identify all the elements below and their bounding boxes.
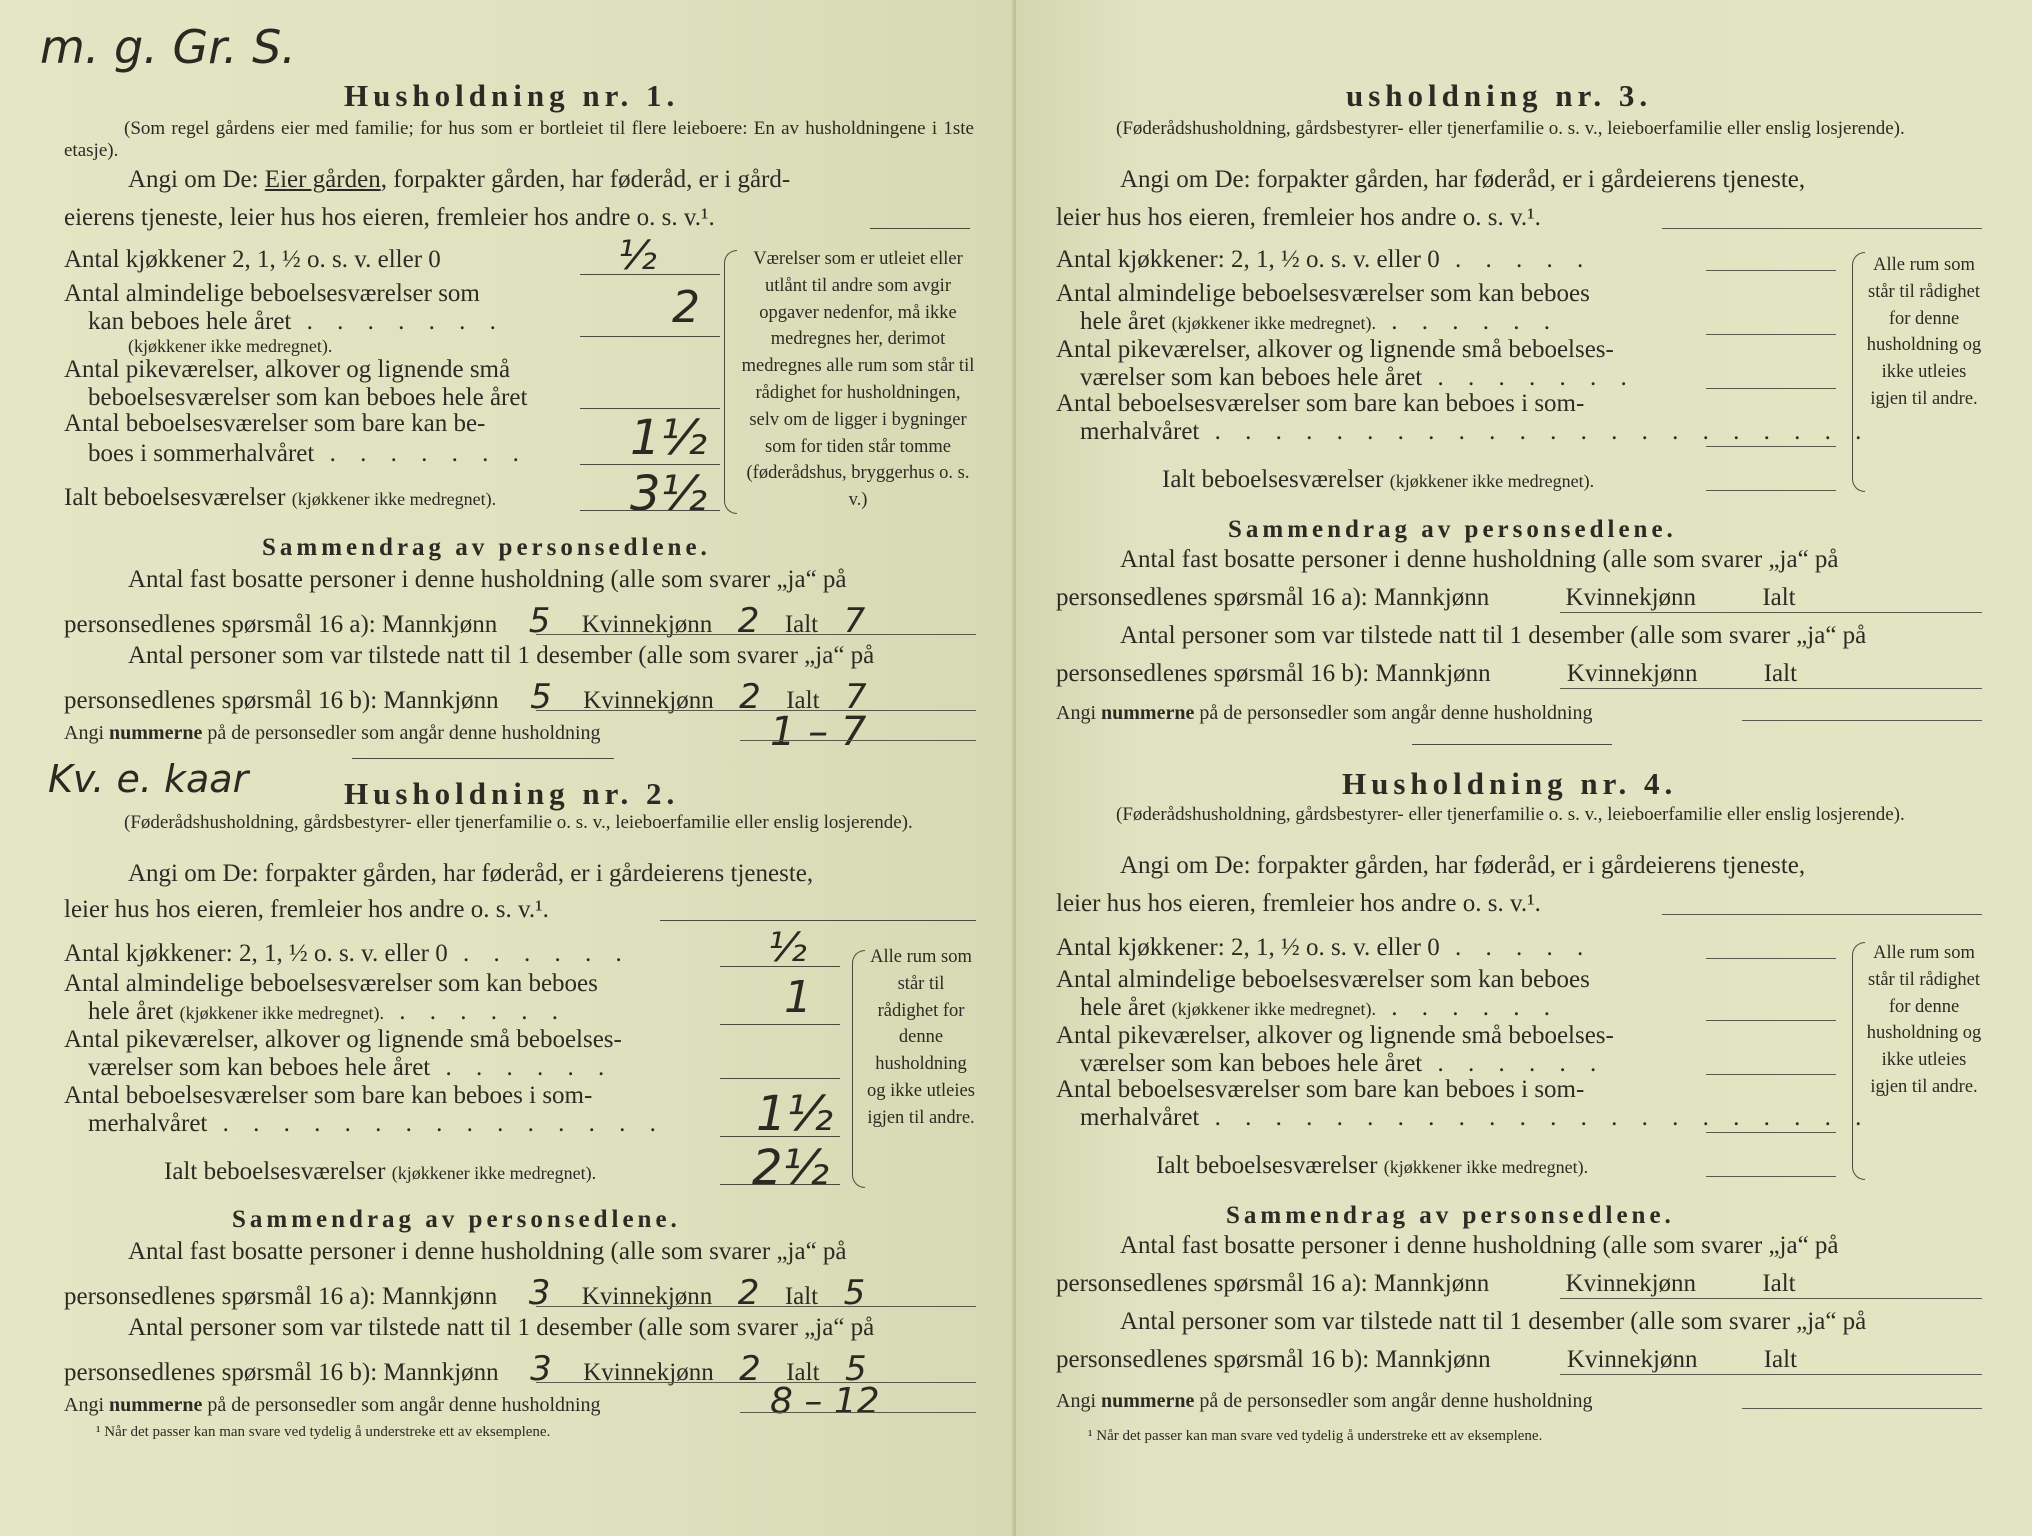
h2-sommer-label2: merhalvåret . . . . . . . . . . . . . . . <box>88 1110 665 1137</box>
h1-tilst-line1: Antal personer som var tilstede natt til 1 desember (alle som svarer „ja“ på <box>128 642 875 669</box>
h1-nummer-value: 1 – 7 <box>770 709 867 755</box>
h2-ialt-value: 2½ <box>752 1140 830 1196</box>
h1-intro: (Som regel gårdens eier med familie; for hus som er bortleiet til flere leieboere: En av husholdningene i 1ste etasje). <box>64 118 974 161</box>
h4-kjokkener-label: Antal kjøkkener: 2, 1, ½ o. s. v. eller 0 . . . . . <box>1056 934 1593 961</box>
left-footnote: ¹ Når det passer kan man svare ved tydelig å understreke ett av eksemplene. <box>96 1424 551 1440</box>
h2-tilst-k: 2 <box>739 1349 761 1389</box>
h2-tilst-m: 3 <box>530 1349 552 1389</box>
h1-nummer-line: Angi nummerne på de personsedler som angår denne husholdning <box>64 722 601 744</box>
h4-title: Husholdning nr. 4. <box>1342 766 1678 801</box>
h1-tilst-t: 7 <box>844 677 867 717</box>
h1-kjokkener-label: Antal kjøkkener 2, 1, ½ o. s. v. eller 0 <box>64 246 441 273</box>
h1-fast-line1: Antal fast bosatte personer i denne husholdning (alle som svarer „ja“ på <box>128 566 847 593</box>
h2-tilst-t: 5 <box>844 1349 867 1389</box>
h3-kjokkener-label: Antal kjøkkener: 2, 1, ½ o. s. v. eller 0 . . . . . <box>1056 246 1593 273</box>
handwritten-top-note: m. g. Gr. S. <box>40 20 296 74</box>
h3-fast-line1: Antal fast bosatte personer i denne husholdning (alle som svarer „ja“ på <box>1120 546 1839 573</box>
h1-fast-k: 2 <box>737 601 760 641</box>
h1-sommer-label1: Antal beboelsesværelser som bare kan be- <box>64 410 486 437</box>
h1-ialt-value: 3½ <box>630 466 708 522</box>
h2-pike-label2: værelser som kan beboes hele året . . . . . . <box>88 1054 614 1081</box>
h1-tilst-m: 5 <box>530 677 552 717</box>
h3-pike-label2: værelser som kan beboes hele året . . . . . . . <box>1080 364 1636 391</box>
h3-pike-label1: Antal pikeværelser, alkover og lignende små beboelses- <box>1056 336 1614 363</box>
h1-alm-label2: kan beboes hele året . . . . . . . <box>88 308 505 335</box>
h4-side-note: Alle rum som står til rådighet for denne husholdning og ikke utleies igjen til andre. <box>1866 943 1982 1097</box>
h1-pike-label2: beboelsesværelser som kan beboes hele året <box>88 384 528 411</box>
h2-kjokkener-label: Antal kjøkkener: 2, 1, ½ o. s. v. eller 0 . . . . . . <box>64 940 631 967</box>
h2-fast-t: 5 <box>843 1273 866 1313</box>
h3-title: usholdning nr. 3. <box>1346 78 1653 113</box>
h3-side-note: Alle rum som står til rådighet for denne husholdning og ikke utleies igjen til andre. <box>1866 255 1982 409</box>
h1-alm-label1: Antal almindelige beboelsesværelser som <box>64 280 480 307</box>
h1-tilst-line2: personsedlenes spørsmål 16 b): Mannkjønn 5 Kvinnekjønn 2 Ialt 7 <box>64 680 886 715</box>
right-footnote: ¹ Når det passer kan man svare ved tydelig å understreke ett av eksemplene. <box>1088 1428 1543 1444</box>
h3-tilst-line2: personsedlenes spørsmål 16 b): Mannkjønn Kvinnekjønn Ialt <box>1056 660 1798 687</box>
h3-alm-label1: Antal almindelige beboelsesværelser som kan beboes <box>1056 280 1590 307</box>
h4-fast-line2: personsedlenes spørsmål 16 a): Mannkjønn Kvinnekjønn Ialt <box>1056 1270 1796 1297</box>
h3-sommer-label2: merhalvåret . . . . . . . . . . . . . . . . . . . . . . <box>1080 418 1871 445</box>
h2-pike-label1: Antal pikeværelser, alkover og lignende små beboelses- <box>64 1026 622 1053</box>
h4-ialt-label: Ialt beboelsesværelser (kjøkkener ikke medregnet). <box>1156 1152 1589 1179</box>
h3-intro: (Føderådshusholdning, gårdsbestyrer- eller tjenerfamilie o. s. v., leieboerfamilie eller enslig losjerende). <box>1116 118 1905 139</box>
h3-sommer-label1: Antal beboelsesværelser som bare kan beboes i som- <box>1056 390 1585 417</box>
h4-tilst-line2: personsedlenes spørsmål 16 b): Mannkjønn Kvinnekjønn Ialt <box>1056 1346 1798 1373</box>
h2-fast-line2: personsedlenes spørsmål 16 a): Mannkjønn 3 Kvinnekjønn 2 Ialt 5 <box>64 1276 884 1311</box>
h4-fast-line1: Antal fast bosatte personer i denne husholdning (alle som svarer „ja“ på <box>1120 1232 1839 1259</box>
right-page <box>1016 0 2032 1536</box>
h1-angi-line2: eierens tjeneste, leier hus hos eieren, fremleier hos andre o. s. v.¹. <box>64 204 715 231</box>
h4-pike-label1: Antal pikeværelser, alkover og lignende små beboelses- <box>1056 1022 1614 1049</box>
h4-summary-title: Sammendrag av personsedlene. <box>1226 1202 1675 1229</box>
handwritten-h2-note: Kv. e. kaar <box>48 757 249 801</box>
h4-intro: (Føderådshusholdning, gårdsbestyrer- eller tjenerfamilie o. s. v., leieboerfamilie eller enslig losjerende). <box>1116 804 1905 825</box>
h2-side-note: Alle rum som står til rådighet for denne husholdning og ikke utleies igjen til andre. <box>867 947 975 1128</box>
h1-angi-underlined: Eier gården <box>264 166 381 193</box>
h2-fast-m: 3 <box>528 1273 551 1313</box>
h1-side-note: Værelser som er utleiet eller utlånt til andre som avgir opgaver nedenfor, må ikke medregnes her, derimot medregnes alle rum som står til rådighet for husholdningen, selv om de ligger i bygninger som for tiden står tomme (føderådshus, bryggerhus o. s. v.) <box>741 249 975 511</box>
h2-title: Husholdning nr. 2. <box>344 776 680 811</box>
h1-angi-line1: Angi om De: Eier gården, forpakter gården, har føderåd, er i gård- <box>128 166 791 193</box>
h1-pike-label1: Antal pikeværelser, alkover og lignende små <box>64 356 511 383</box>
h4-nummer-line: Angi nummerne på de personsedler som angår denne husholdning <box>1056 1390 1593 1412</box>
h4-alm-label2: hele året (kjøkkener ikke medregnet). . . . . . . <box>1080 994 1560 1021</box>
h4-angi-line2: leier hus hos eieren, fremleier hos andre o. s. v.¹. <box>1056 890 1541 917</box>
h1-summary-title: Sammendrag av personsedlene. <box>262 534 711 561</box>
h3-ialt-label: Ialt beboelsesværelser (kjøkkener ikke medregnet). <box>1162 466 1595 493</box>
h1-fast-line2: personsedlenes spørsmål 16 a): Mannkjønn 5 Kvinnekjønn 2 Ialt 7 <box>64 604 884 639</box>
h4-sommer-label2: merhalvåret . . . . . . . . . . . . . . . . . . . . . . <box>1080 1104 1871 1131</box>
h1-kjokkener-value: ½ <box>618 233 657 279</box>
h3-angi-line2: leier hus hos eieren, fremleier hos andre o. s. v.¹. <box>1056 204 1541 231</box>
h2-angi-line1: Angi om De: forpakter gården, har føderåd, er i gårdeierens tjeneste, <box>128 860 814 887</box>
h2-tilst-line2: personsedlenes spørsmål 16 b): Mannkjønn 3 Kvinnekjønn 2 Ialt 5 <box>64 1352 886 1387</box>
h2-angi-line2: leier hus hos eieren, fremleier hos andre o. s. v.¹. <box>64 896 549 923</box>
h2-fast-line1: Antal fast bosatte personer i denne husholdning (alle som svarer „ja“ på <box>128 1238 847 1265</box>
h2-intro: (Føderådshusholdning, gårdsbestyrer- eller tjenerfamilie o. s. v., leieboerfamilie eller enslig losjerende). <box>124 812 913 833</box>
h1-sommer-value: 1½ <box>630 410 708 466</box>
h4-tilst-line1: Antal personer som var tilstede natt til 1 desember (alle som svarer „ja“ på <box>1120 1308 1867 1335</box>
h1-fast-m: 5 <box>528 601 551 641</box>
h3-alm-label2: hele året (kjøkkener ikke medregnet). . . . . . . <box>1080 308 1560 335</box>
h3-angi-line1: Angi om De: forpakter gården, har føderåd, er i gårdeierens tjeneste, <box>1120 166 1806 193</box>
h3-fast-line2: personsedlenes spørsmål 16 a): Mannkjønn Kvinnekjønn Ialt <box>1056 584 1796 611</box>
h1-sommer-label2: boes i sommerhalvåret . . . . . . . <box>88 440 528 467</box>
h1-ialt-label: Ialt beboelsesværelser (kjøkkener ikke medregnet). <box>64 484 497 511</box>
h2-nummer-value: 8 – 12 <box>770 1381 880 1422</box>
h2-ialt-label: Ialt beboelsesværelser (kjøkkener ikke medregnet). <box>164 1158 597 1185</box>
h3-nummer-line: Angi nummerne på de personsedler som angår denne husholdning <box>1056 702 1593 724</box>
h3-tilst-line1: Antal personer som var tilstede natt til 1 desember (alle som svarer „ja“ på <box>1120 622 1867 649</box>
h2-tilst-line1: Antal personer som var tilstede natt til 1 desember (alle som svarer „ja“ på <box>128 1314 875 1341</box>
h1-title: Husholdning nr. 1. <box>344 78 680 113</box>
h2-fast-k: 2 <box>737 1273 760 1313</box>
h4-pike-label2: værelser som kan beboes hele året . . . . . . <box>1080 1050 1606 1077</box>
h4-sommer-label1: Antal beboelsesværelser som bare kan beboes i som- <box>1056 1076 1585 1103</box>
h2-sommer-label1: Antal beboelsesværelser som bare kan beboes i som- <box>64 1082 593 1109</box>
h1-alm-value: 2 <box>672 282 700 333</box>
h2-sommer-value: 1½ <box>756 1086 834 1142</box>
h2-kjokkener-value: ½ <box>768 925 807 971</box>
h3-summary-title: Sammendrag av personsedlene. <box>1228 516 1677 543</box>
h2-nummer-line: Angi nummerne på de personsedler som angår denne husholdning <box>64 1394 601 1416</box>
h2-alm-value: 1 <box>784 972 812 1023</box>
h1-fast-t: 7 <box>843 601 866 641</box>
h2-alm-label2: hele året (kjøkkener ikke medregnet). . . . . . . <box>88 998 568 1025</box>
h2-alm-label1: Antal almindelige beboelsesværelser som kan beboes <box>64 970 598 997</box>
h4-alm-label1: Antal almindelige beboelsesværelser som kan beboes <box>1056 966 1590 993</box>
h1-alm-label3: (kjøkkener ikke medregnet). <box>128 336 333 356</box>
h4-angi-line1: Angi om De: forpakter gården, har føderåd, er i gårdeierens tjeneste, <box>1120 852 1806 879</box>
h2-summary-title: Sammendrag av personsedlene. <box>232 1206 681 1233</box>
h1-tilst-k: 2 <box>739 677 761 717</box>
